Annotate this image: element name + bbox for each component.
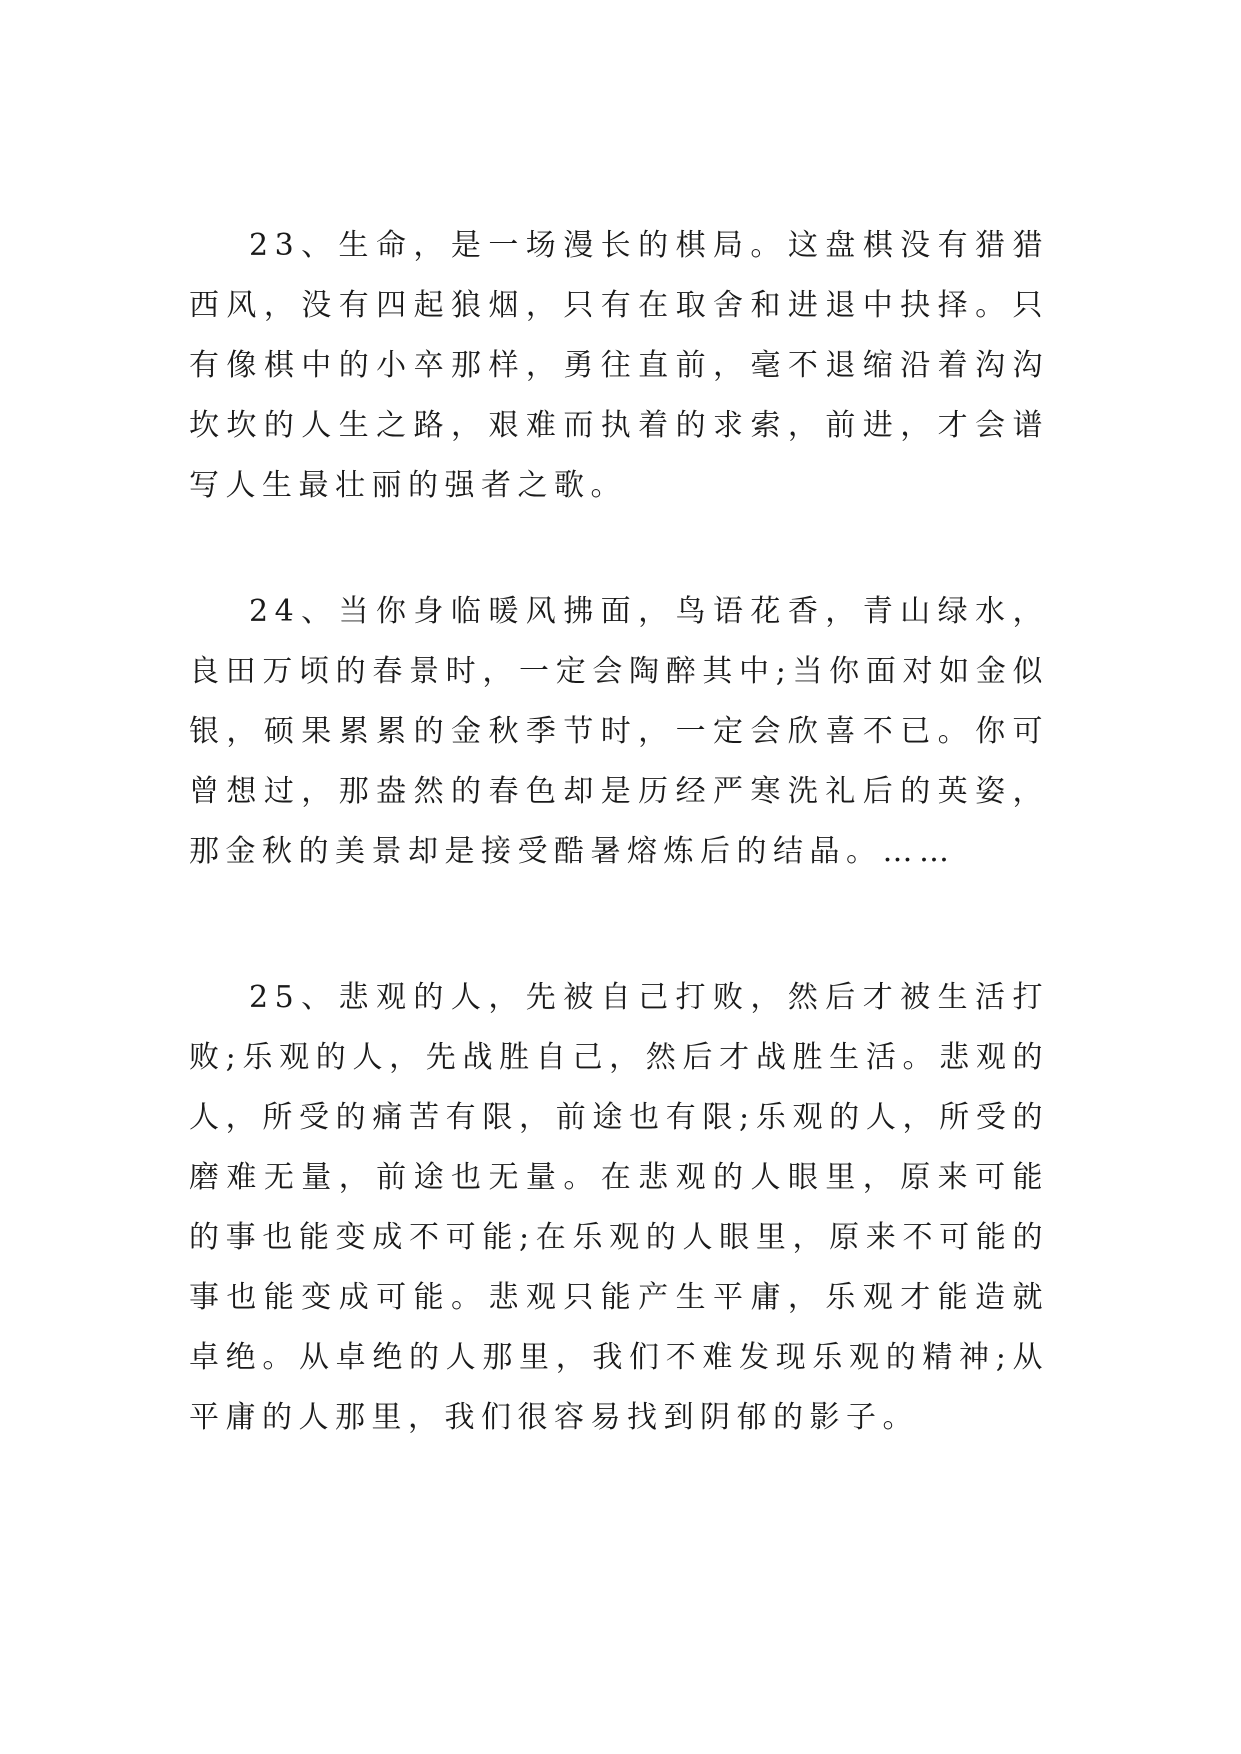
paragraph-24: 24、当你身临暖风拂面，鸟语花香，青山绿水，良田万顷的春景时，一定会陶醉其中;当你面对如金似银，硕果累累的金秋季节时，一定会欣喜不已。你可曾想过，那盎然的春色却是历经严寒洗礼后的英姿，那金秋的美景却是接受酷暑熔炼后的结晶。…… — [189, 594, 1049, 869]
paragraph-23: 23、生命，是一场漫长的棋局。这盘棋没有猎猎西风，没有四起狼烟，只有在取舍和进退中抉择。只有像棋中的小卒那样，勇往直前，毫不退缩沿着沟沟坎坎的人生之路，艰难而执着的求索，前进，才会谱写人生最壮丽的强者之歌。 — [189, 228, 1049, 503]
paragraph-25: 25、悲观的人，先被自己打败，然后才被生活打败;乐观的人，先战胜自己，然后才战胜生活。悲观的人，所受的痛苦有限，前途也有限;乐观的人，所受的磨难无量，前途也无量。在悲观的人眼里，原来可能的事也能变成不可能;在乐观的人眼里，原来不可能的事也能变成可能。悲观只能产生平庸，乐观才能造就卓绝。从卓绝的人那里，我们不难发现乐观的精神;从平庸的人那里，我们很容易找到阴郁的影子。 — [189, 980, 1049, 1435]
